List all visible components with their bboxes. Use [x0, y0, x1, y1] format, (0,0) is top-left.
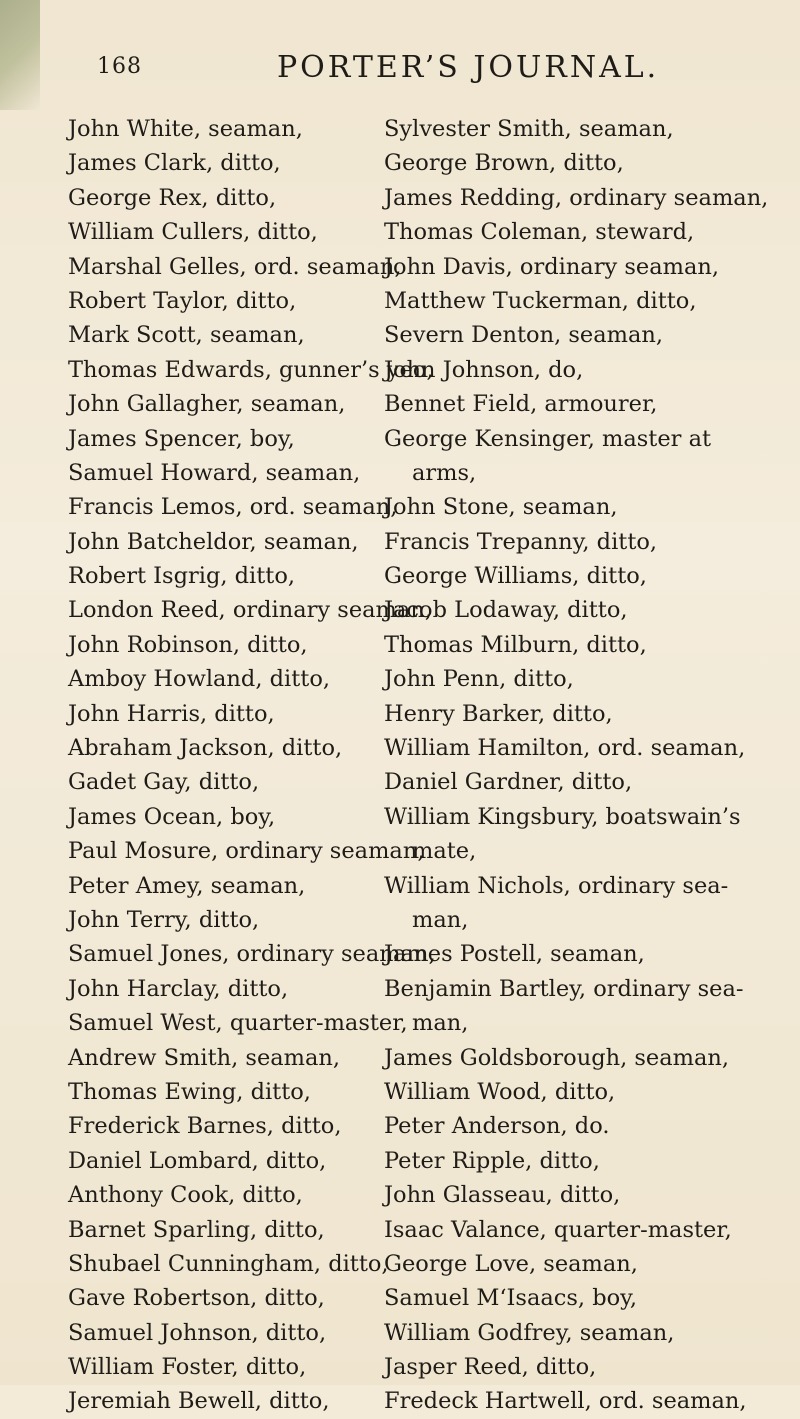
- crew-entry: James Goldsborough, seaman,: [384, 1044, 730, 1071]
- page-header: [0, 50, 800, 90]
- crew-entry: Frederick Barnes, ditto,: [68, 1113, 342, 1140]
- crew-entry: John Johnson, do,: [384, 356, 584, 383]
- crew-entry: George Love, seaman,: [384, 1250, 638, 1277]
- crew-entry-continuation: arms,: [412, 459, 477, 486]
- crew-entry: Daniel Gardner, ditto,: [384, 769, 633, 796]
- crew-entry: Peter Amey, seaman,: [68, 872, 306, 899]
- crew-entry: William Cullers, ditto,: [68, 219, 318, 246]
- crew-entry: Samuel Johnson, ditto,: [68, 1319, 327, 1346]
- crew-entry: James Clark, ditto,: [68, 150, 281, 177]
- page-number: 168: [97, 54, 142, 79]
- crew-entry: William Kingsbury, boatswain’s: [384, 803, 741, 830]
- crew-entry: John Harclay, ditto,: [68, 975, 289, 1002]
- crew-entry: William Wood, ditto,: [384, 1078, 616, 1105]
- crew-entry: Peter Anderson, do.: [384, 1113, 610, 1140]
- crew-list-left-column: [68, 112, 436, 1419]
- crew-entry: Bennet Field, armourer,: [384, 391, 658, 418]
- crew-entry: Peter Ripple, ditto,: [384, 1147, 600, 1174]
- crew-entry: Gadet Gay, ditto,: [68, 769, 260, 796]
- crew-entry-continuation: man,: [412, 1010, 469, 1037]
- crew-entry: Thomas Ewing, ditto,: [68, 1078, 311, 1105]
- crew-entry: Francis Lemos, ord. seaman,: [68, 494, 398, 521]
- crew-entry: Thomas Edwards, gunner’s yeo,: [68, 356, 434, 383]
- crew-entry: Samuel Howard, seaman,: [68, 459, 361, 486]
- crew-entry: Jasper Reed, ditto,: [384, 1354, 597, 1381]
- crew-entry-continuation: mate,: [412, 838, 477, 865]
- crew-entry: Sylvester Smith, seaman,: [384, 116, 674, 142]
- crew-entry: Robert Isgrig, ditto,: [68, 563, 296, 590]
- crew-entry: John Robinson, ditto,: [68, 631, 308, 658]
- crew-entry: George Brown, ditto,: [384, 150, 624, 177]
- crew-entry: Andrew Smith, seaman,: [68, 1044, 341, 1071]
- crew-entry: Benjamin Bartley, ordinary sea-: [384, 975, 744, 1002]
- crew-entry: Amboy Howland, ditto,: [68, 666, 331, 693]
- crew-entry: Isaac Valance, quarter-master,: [384, 1216, 732, 1243]
- crew-entry: James Postell, seaman,: [384, 941, 645, 968]
- crew-entry: Severn Denton, seaman,: [384, 322, 664, 349]
- crew-entry: John Terry, ditto,: [68, 906, 260, 933]
- crew-entry: Thomas Milburn, ditto,: [384, 631, 647, 658]
- crew-entry: Robert Taylor, ditto,: [68, 287, 297, 314]
- crew-entry: Shubael Cunningham, ditto,: [68, 1250, 389, 1277]
- crew-entry: James Ocean, boy,: [68, 803, 276, 830]
- crew-entry: William Nichols, ordinary sea-: [384, 872, 729, 899]
- crew-entry: Daniel Lombard, ditto,: [68, 1147, 327, 1174]
- crew-entry: George Rex, ditto,: [68, 184, 277, 211]
- crew-entry: Matthew Tuckerman, ditto,: [384, 287, 697, 314]
- crew-entry: Gave Robertson, ditto,: [68, 1285, 325, 1312]
- crew-entry: William Godfrey, seaman,: [384, 1319, 675, 1346]
- crew-entry: Abraham Jackson, ditto,: [68, 735, 343, 762]
- crew-entry: John Penn, ditto,: [384, 666, 574, 693]
- crew-entry: Henry Barker, ditto,: [384, 700, 613, 727]
- crew-entry: John White, seaman,: [68, 116, 303, 142]
- crew-entry: John Glasseau, ditto,: [384, 1182, 621, 1209]
- crew-entry: Marshal Gelles, ord. seaman,: [68, 253, 402, 280]
- crew-entry: Fredeck Hartwell, ord. seaman,: [384, 1388, 747, 1415]
- crew-entry: William Hamilton, ord. seaman,: [384, 735, 746, 762]
- crew-entry: John Harris, ditto,: [68, 700, 275, 727]
- crew-entry: Francis Trepanny, ditto,: [384, 528, 658, 555]
- crew-entry: Paul Mosure, ordinary seaman,: [68, 838, 425, 865]
- crew-entry: John Davis, ordinary seaman,: [384, 253, 720, 280]
- crew-entry-continuation: man,: [412, 906, 469, 933]
- crew-entry: Samuel West, quarter-master,: [68, 1010, 408, 1037]
- crew-entry: James Spencer, boy,: [68, 425, 295, 452]
- crew-entry: John Batcheldor, seaman,: [68, 528, 359, 555]
- crew-entry: John Stone, seaman,: [384, 494, 618, 521]
- crew-entry: Jacob Lodaway, ditto,: [384, 597, 628, 624]
- crew-entry: James Redding, ordinary seaman,: [384, 184, 769, 211]
- crew-entry: Samuel M‘Isaacs, boy,: [384, 1285, 638, 1312]
- crew-entry: Mark Scott, seaman,: [68, 322, 305, 349]
- crew-entry: William Foster, ditto,: [68, 1354, 307, 1381]
- crew-entry: George Kensinger, master at: [384, 425, 712, 452]
- crew-entry: Anthony Cook, ditto,: [68, 1182, 303, 1209]
- crew-entry: Samuel Jones, ordinary seaman,: [68, 941, 436, 968]
- crew-entry: Thomas Coleman, steward,: [384, 219, 695, 246]
- crew-entry: London Reed, ordinary seaman,: [68, 597, 432, 624]
- crew-entry: John Gallagher, seaman,: [68, 391, 346, 418]
- running-title: PORTER’S JOURNAL.: [277, 50, 660, 85]
- crew-entry: George Williams, ditto,: [384, 563, 647, 590]
- crew-entry: Barnet Sparling, ditto,: [68, 1216, 325, 1243]
- crew-list-right-column: [384, 112, 784, 1419]
- crew-entry: Jeremiah Bewell, ditto,: [68, 1388, 330, 1415]
